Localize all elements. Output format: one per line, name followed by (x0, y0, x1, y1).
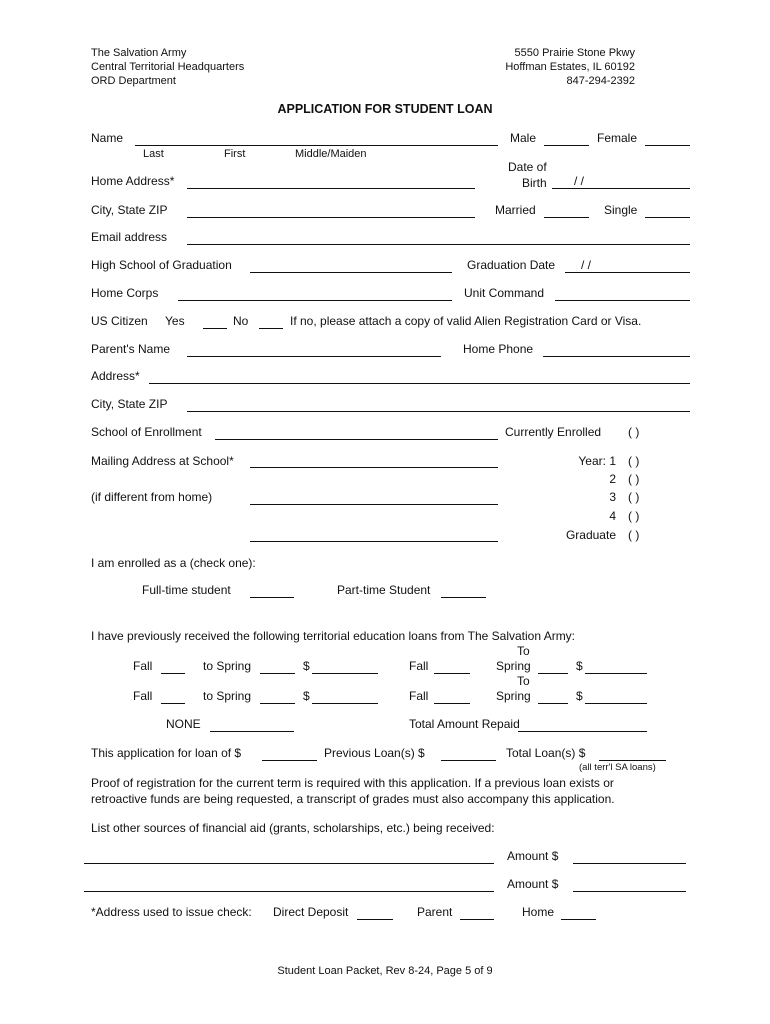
full-time-field[interactable] (250, 597, 294, 598)
home-check-field[interactable] (561, 919, 596, 920)
previous-loans-field[interactable] (441, 760, 496, 761)
proof-line-1: Proof of registration for the current term is required with this application. If a previous loan exists or (91, 776, 614, 790)
prev-row2-fall2-label: Fall (409, 689, 429, 703)
prev-row1-amount-field[interactable] (312, 673, 378, 674)
full-time-label: Full-time student (142, 583, 231, 597)
name-first-caption: First (224, 148, 246, 160)
prev-row1-spring-field[interactable] (260, 673, 295, 674)
org-name: The Salvation Army (91, 47, 187, 59)
mailing-address-label: Mailing Address at School* (91, 454, 234, 468)
aid-source-field-1[interactable] (84, 863, 494, 864)
none-label: NONE (166, 717, 201, 731)
prev-row1-spring2-label: Spring (496, 659, 531, 673)
previous-loans-intro: I have previously received the following territorial education loans from The Salvation Army: (91, 629, 576, 643)
org-phone: 847-294-2392 (566, 75, 635, 87)
prev-row1-dollar2: $ (576, 659, 583, 673)
financial-aid-label: List other sources of financial aid (grants, scholarships, etc.) being received: (91, 821, 495, 835)
prev-row2-amount-field[interactable] (312, 703, 378, 704)
male-label: Male (510, 131, 537, 145)
total-loans-label: Total Loan(s) $ (506, 746, 586, 760)
grad-date-field[interactable] (565, 272, 690, 273)
currently-enrolled-checkbox[interactable]: ( ) (628, 425, 640, 439)
enrolled-as-label: I am enrolled as a (check one): (91, 556, 256, 570)
prev-row1-fall-label: Fall (133, 659, 153, 673)
page-footer: Student Loan Packet, Rev 8-24, Page 5 of 9 (277, 965, 493, 977)
org-dept: ORD Department (91, 75, 176, 87)
unit-command-field[interactable] (555, 300, 690, 301)
mailing-address-field-3[interactable] (250, 541, 498, 542)
dob-label-line2: Birth (522, 176, 547, 190)
male-field[interactable] (544, 145, 589, 146)
grad-date-slashes: / / (581, 258, 592, 272)
mailing-address-field-2[interactable] (250, 504, 498, 505)
citizen-no-label: No (233, 314, 249, 328)
prev-row1-dollar: $ (303, 659, 310, 673)
parent-name-label: Parent's Name (91, 342, 170, 356)
school-enrollment-label: School of Enrollment (91, 425, 202, 439)
loan-amount-field[interactable] (262, 760, 317, 761)
if-different-note: (if different from home) (91, 490, 213, 504)
total-loans-note: (all terr'l SA loans) (579, 762, 656, 773)
prev-row2-fall-label: Fall (133, 689, 153, 703)
unit-command-label: Unit Command (464, 286, 545, 300)
none-field[interactable] (210, 731, 294, 732)
citizen-yes-label: Yes (165, 314, 185, 328)
prev-row1-fall2-field[interactable] (434, 673, 470, 674)
single-field[interactable] (645, 217, 690, 218)
aid-amount-label-1: Amount $ (507, 849, 559, 863)
dob-label-line1: Date of (508, 160, 547, 174)
org-street: 5550 Prairie Stone Pkwy (514, 47, 635, 59)
graduate-checkbox[interactable]: ( ) (628, 528, 640, 542)
prev-row2-amount2-field[interactable] (585, 703, 647, 704)
aid-amount-field-2[interactable] (573, 891, 686, 892)
email-field[interactable] (187, 244, 690, 245)
email-label: Email address (91, 230, 168, 244)
aid-amount-field-1[interactable] (573, 863, 686, 864)
direct-deposit-field[interactable] (357, 919, 393, 920)
total-repaid-field[interactable] (518, 731, 647, 732)
female-label: Female (597, 131, 638, 145)
loan-amount-label: This application for loan of $ (91, 746, 242, 760)
prev-row1-spring-label: to Spring (203, 659, 252, 673)
home-check-label: Home (522, 905, 555, 919)
home-phone-field[interactable] (543, 356, 690, 357)
aid-amount-label-2: Amount $ (507, 877, 559, 891)
prev-row2-spring2-label: Spring (496, 689, 531, 703)
parent-city-field[interactable] (187, 411, 690, 412)
year-4-label: 4 (609, 509, 616, 523)
total-repaid-label: Total Amount Repaid (409, 717, 520, 731)
prev-row2-spring-field[interactable] (260, 703, 295, 704)
name-last-caption: Last (143, 148, 164, 160)
year-2-label: 2 (609, 472, 616, 486)
home-corps-field[interactable] (178, 300, 452, 301)
year-3-label: 3 (609, 490, 616, 504)
graduate-label: Graduate (565, 528, 616, 542)
us-citizen-label: US Citizen (91, 314, 148, 328)
prev-row1-fall-field[interactable] (161, 673, 185, 674)
high-school-label: High School of Graduation (91, 258, 232, 272)
previous-loans-label: Previous Loan(s) $ (324, 746, 425, 760)
year-1-label: Year: 1 (578, 454, 616, 468)
home-corps-label: Home Corps (91, 286, 159, 300)
dob-slashes: / / (574, 174, 585, 188)
married-field[interactable] (544, 217, 589, 218)
school-enrollment-field[interactable] (215, 439, 498, 440)
direct-deposit-label: Direct Deposit (273, 905, 349, 919)
year-2-checkbox[interactable]: ( ) (628, 472, 640, 486)
prev-row1-to-label: To (517, 644, 530, 658)
single-label: Single (604, 203, 638, 217)
aid-source-field-2[interactable] (84, 891, 494, 892)
year-1-checkbox[interactable]: ( ) (628, 454, 640, 468)
high-school-field[interactable] (250, 272, 452, 273)
currently-enrolled-label: Currently Enrolled (505, 425, 602, 439)
org-city: Hoffman Estates, IL 60192 (505, 61, 635, 73)
prev-row2-spring-label: to Spring (203, 689, 252, 703)
dob-field[interactable] (552, 188, 690, 189)
citizen-note: If no, please attach a copy of valid Alien Registration Card or Visa. (290, 314, 642, 328)
city-state-label: City, State ZIP (91, 203, 168, 217)
parent-address-field[interactable] (149, 383, 690, 384)
prev-row1-amount2-field[interactable] (585, 673, 647, 674)
year-3-checkbox[interactable]: ( ) (628, 490, 640, 504)
prev-row1-spring2-field[interactable] (538, 673, 568, 674)
home-address-label: Home Address* (91, 174, 175, 188)
home-address-field[interactable] (187, 188, 475, 189)
prev-row2-fall-field[interactable] (161, 703, 185, 704)
prev-row2-spring2-field[interactable] (538, 703, 568, 704)
prev-row2-to-label: To (517, 674, 530, 688)
prev-row2-dollar2: $ (576, 689, 583, 703)
citizen-no-field[interactable] (259, 328, 283, 329)
city-state-field[interactable] (187, 217, 475, 218)
prev-row2-dollar: $ (303, 689, 310, 703)
married-label: Married (495, 203, 536, 217)
citizen-yes-field[interactable] (203, 328, 227, 329)
prev-row1-fall2-label: Fall (409, 659, 429, 673)
part-time-field[interactable] (441, 597, 486, 598)
mailing-address-field-1[interactable] (250, 467, 498, 468)
part-time-label: Part-time Student (337, 583, 431, 597)
org-hq: Central Territorial Headquarters (91, 61, 245, 73)
parent-address-label: Address* (91, 369, 140, 383)
parent-name-field[interactable] (187, 356, 441, 357)
name-middle-caption: Middle/Maiden (295, 148, 367, 160)
year-4-checkbox[interactable]: ( ) (628, 509, 640, 523)
parent-check-field[interactable] (460, 919, 494, 920)
grad-date-label: Graduation Date (467, 258, 556, 272)
home-phone-label: Home Phone (463, 342, 534, 356)
check-address-label: *Address used to issue check: (91, 905, 252, 919)
name-field[interactable] (135, 145, 498, 146)
proof-line-2: retroactive funds are being requested, a transcript of grades must also accompany this application. (91, 792, 615, 806)
name-label: Name (91, 131, 124, 145)
prev-row2-fall2-field[interactable] (434, 703, 470, 704)
form-title: APPLICATION FOR STUDENT LOAN (277, 102, 493, 116)
parent-city-label: City, State ZIP (91, 397, 168, 411)
female-field[interactable] (645, 145, 690, 146)
parent-check-label: Parent (417, 905, 453, 919)
